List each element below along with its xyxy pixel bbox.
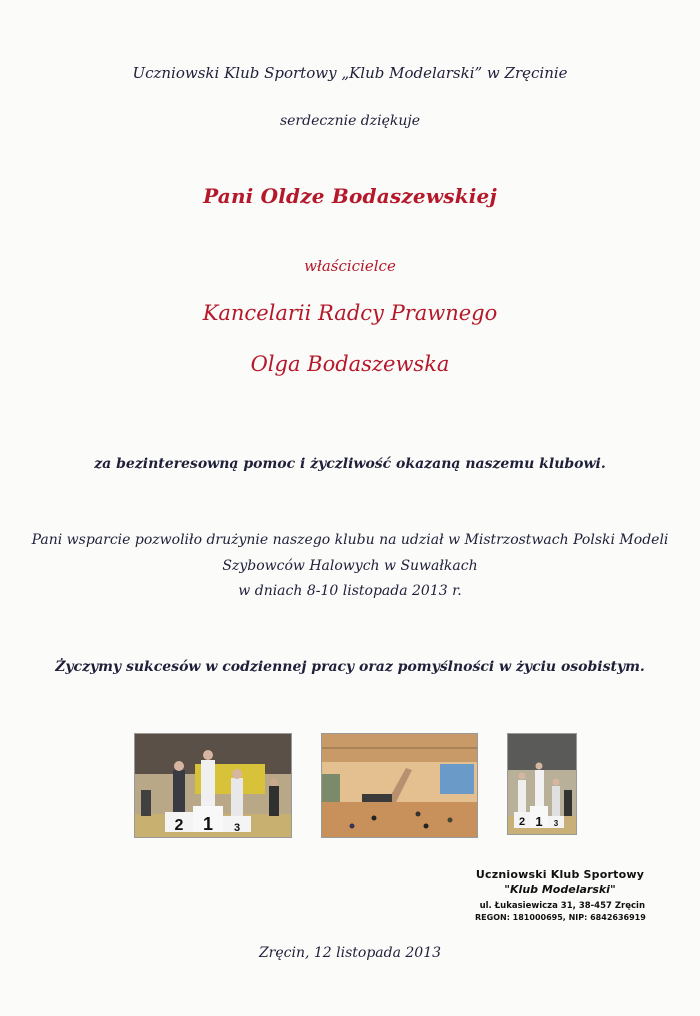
support-line-1: Pani wsparcie pozwoliło drużynie naszego klubu na udział w Mistrzostwach Polski Modeli — [31, 532, 669, 548]
club-header: Uczniowski Klub Sportowy „Klub Modelarski” w Zręcinie — [132, 64, 568, 82]
support-line-3: w dniach 8-10 listopada 2013 r. — [238, 583, 462, 599]
club-stamp — [475, 868, 645, 922]
wishes-line: Życzymy sukcesów w codziennej pracy oraz pomyślności w życiu osobistym. — [55, 659, 645, 675]
stamp-address: ul. Łukasiewicza 31, 38-457 Zręcin — [479, 901, 645, 911]
gym-hall-photo — [321, 733, 478, 838]
podium-number-3: 3 — [233, 822, 241, 834]
stamp-club-subname: "Klub Modelarski" — [504, 883, 616, 896]
recipient-name: Pani Oldze Bodaszewskiej — [203, 184, 497, 208]
podium-photo-right — [507, 733, 577, 835]
podium-number-3: 3 — [553, 819, 559, 828]
stamp-registry: REGON: 181000695, NIP: 6842636919 — [475, 913, 646, 922]
support-line-2: Szybowców Halowych w Suwałkach — [222, 558, 478, 574]
podium-number-2: 2 — [174, 817, 184, 834]
podium-photo-left — [134, 733, 292, 838]
podium-number-1: 1 — [535, 814, 543, 829]
podium-number-2: 2 — [518, 816, 526, 828]
office-name-line1: Kancelarii Radcy Prawnego — [202, 301, 498, 325]
podium-number-1: 1 — [202, 814, 214, 834]
place-date: Zręcin, 12 listopada 2013 — [258, 945, 442, 961]
owner-label: właścicielce — [304, 257, 396, 275]
reason-line: za bezinteresowną pomoc i życzliwość okazaną naszemu klubowi. — [94, 456, 606, 472]
thanks-line: serdecznie dziękuje — [279, 113, 421, 129]
office-name-line2: Olga Bodaszewska — [250, 352, 450, 376]
stamp-club-name: Uczniowski Klub Sportowy — [475, 868, 645, 881]
